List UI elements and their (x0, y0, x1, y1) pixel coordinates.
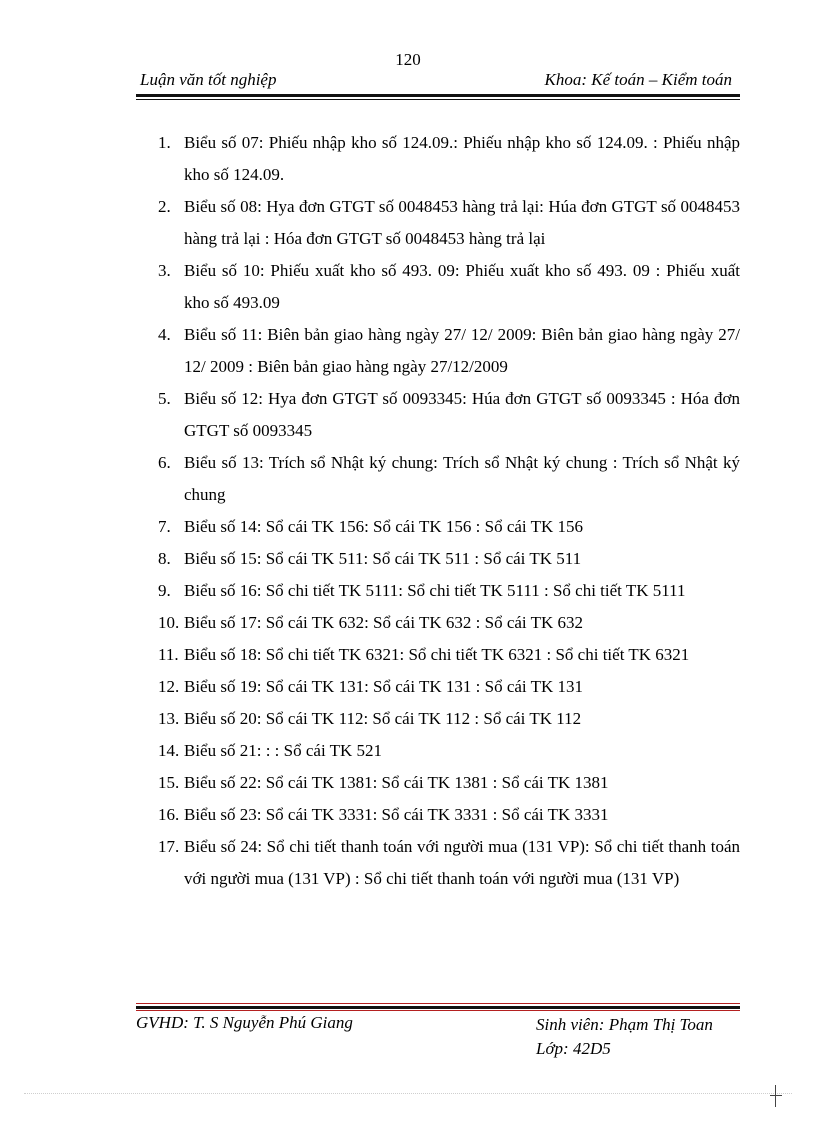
list-item-number: 16. (158, 805, 180, 824)
list-item-number: 7. (158, 517, 171, 536)
list-item-number: 5. (158, 389, 171, 408)
list-item-text: Biểu số 24: Sổ chi tiết thanh toán với người mua (131 VP): Sổ chi tiết thanh toán với người mua (131 VP) : Sổ chi tiết thanh toán với người mua (131 VP) (184, 837, 740, 888)
list-item (158, 671, 740, 703)
header-rule-thin (136, 99, 740, 100)
list-item-text: Biểu số 13: Trích sổ Nhật ký chung: Trích sổ Nhật ký chung : Trích sổ Nhật ký chung (184, 453, 740, 504)
list-item-number: 6. (158, 453, 171, 472)
list-item-number: 11. (158, 645, 179, 664)
list-item-number: 2. (158, 197, 171, 216)
list-item-number: 12. (158, 677, 180, 696)
list-item-text: Biểu số 10: Phiếu xuất kho số 493. 09: Phiếu xuất kho số 493. 09 : Phiếu xuất kho số 493.09 (184, 261, 740, 312)
list-item (158, 575, 740, 607)
figure-list (158, 127, 740, 895)
list-item-text: Biểu số 20: Sổ cái TK 112: Sổ cái TK 112 : Sổ cái TK 112 (184, 709, 582, 728)
list-item (158, 447, 740, 511)
list-item-number: 17. (158, 837, 180, 856)
list-item-text: Biểu số 11: Biên bản giao hàng ngày 27/ 12/ 2009: Biên bản giao hàng ngày 27/ 12/ 2009 : Biên bản giao hàng ngày 27/12/2009 (184, 325, 740, 376)
list-item-number: 1. (158, 133, 171, 152)
list-item-text: Biểu số 14: Sổ cái TK 156: Sổ cái TK 156 : Sổ cái TK 156 (184, 517, 584, 536)
list-item-text: Biểu số 22: Sổ cái TK 1381: Sổ cái TK 1381 : Sổ cái TK 1381 (184, 773, 609, 792)
list-item (158, 607, 740, 639)
footer-student-block (536, 1013, 713, 1061)
list-item-number: 15. (158, 773, 180, 792)
list-item (158, 543, 740, 575)
crop-mark-horizontal (770, 1095, 782, 1096)
crop-mark-vertical (775, 1085, 776, 1107)
list-item-number: 8. (158, 549, 171, 568)
footer-student-name: Sinh viên: Phạm Thị Toan (536, 1015, 713, 1034)
list-item-text: Biểu số 17: Sổ cái TK 632: Sổ cái TK 632 : Sổ cái TK 632 (184, 613, 584, 632)
footer-rule-red-top (136, 1003, 740, 1004)
list-item-number: 13. (158, 709, 180, 728)
list-item (158, 831, 740, 895)
header-left-title: Luận văn tốt nghiệp (140, 70, 277, 89)
list-item (158, 767, 740, 799)
header-right-title: Khoa: Kế toán – Kiểm toán (544, 70, 732, 89)
list-item-number: 10. (158, 613, 180, 632)
list-item-number: 4. (158, 325, 171, 344)
list-item (158, 319, 740, 383)
footer-advisor: GVHD: T. S Nguyễn Phú Giang (136, 1013, 353, 1032)
list-item-text: Biểu số 15: Sổ cái TK 511: Sổ cái TK 511 : Sổ cái TK 511 (184, 549, 582, 568)
list-item (158, 703, 740, 735)
list-item-text: Biểu số 23: Sổ cái TK 3331: Sổ cái TK 3331 : Sổ cái TK 3331 (184, 805, 609, 824)
list-item (158, 191, 740, 255)
list-item-text: Biểu số 21: : : Sổ cái TK 521 (184, 741, 383, 760)
list-item (158, 127, 740, 191)
header-rule-thick (136, 94, 740, 97)
list-item-text: Biểu số 16: Sổ chi tiết TK 5111: Sổ chi tiết TK 5111 : Sổ chi tiết TK 5111 (184, 581, 686, 600)
footer-rule-red-bottom (136, 1010, 740, 1011)
list-item-text: Biểu số 07: Phiếu nhập kho số 124.09.: Phiếu nhập kho số 124.09. : Phiếu nhập kho số 124.09. (184, 133, 740, 184)
list-item (158, 255, 740, 319)
list-item-text: Biểu số 08: Hya đơn GTGT số 0048453 hàng trả lại: Húa đơn GTGT số 0048453 hàng trả lại : Hóa đơn GTGT số 0048453 hàng trả lại (184, 197, 740, 248)
list-item-number: 9. (158, 581, 171, 600)
footer-student-class: Lớp: 42D5 (536, 1039, 611, 1058)
footer-rule-thick (136, 1006, 740, 1009)
list-item-number: 14. (158, 741, 180, 760)
page-bottom-dotted-line (24, 1093, 792, 1094)
list-item (158, 511, 740, 543)
list-item (158, 735, 740, 767)
list-item (158, 799, 740, 831)
list-item-text: Biểu số 12: Hya đơn GTGT số 0093345: Húa đơn GTGT số 0093345 : Hóa đơn GTGT số 0093345 (184, 389, 740, 440)
list-item-text: Biểu số 19: Sổ cái TK 131: Sổ cái TK 131 : Sổ cái TK 131 (184, 677, 584, 696)
list-item-number: 3. (158, 261, 171, 280)
list-item (158, 383, 740, 447)
list-item (158, 639, 740, 671)
page-number: 120 (395, 50, 421, 69)
list-item-text: Biểu số 18: Sổ chi tiết TK 6321: Sổ chi tiết TK 6321 : Sổ chi tiết TK 6321 (184, 645, 690, 664)
